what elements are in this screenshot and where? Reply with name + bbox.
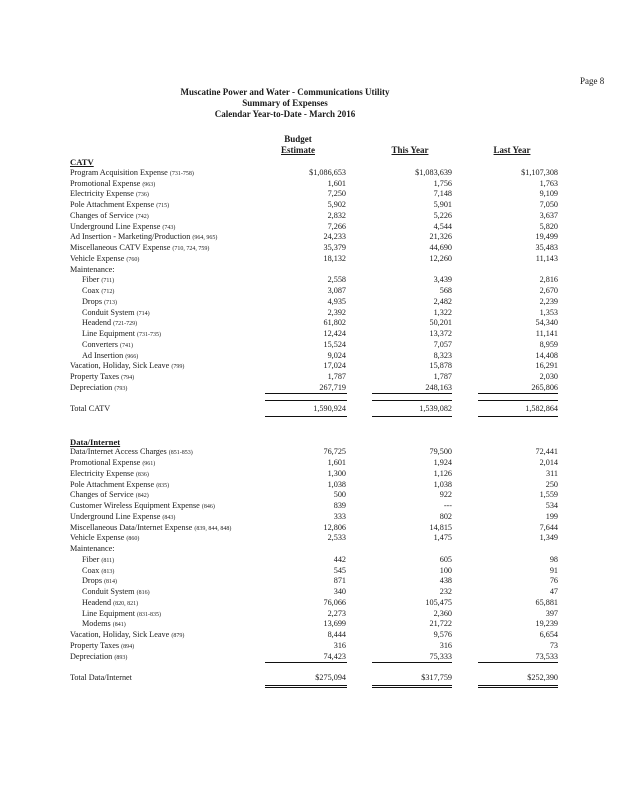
section-heading-text: Data/Internet <box>70 436 121 447</box>
last-year-value: 311 <box>546 468 558 478</box>
budget-value: 7,250 <box>327 189 346 199</box>
this-year-value: 9,576 <box>433 630 452 639</box>
last-year-value: 11,143 <box>535 253 558 263</box>
this-year-value: 2,360 <box>433 608 452 618</box>
underline-rule <box>372 662 452 663</box>
last-year-value: 2,239 <box>539 296 558 306</box>
row-label-text: Promotional Expense <box>70 178 141 188</box>
budget-value: 12,424 <box>323 329 346 338</box>
account-code: (794) <box>121 375 135 381</box>
budget-value: 8,444 <box>327 630 346 639</box>
underline-rule <box>265 687 347 688</box>
last-year-value: 8,959 <box>539 339 558 349</box>
this-year-value: 438 <box>439 576 452 586</box>
this-year-value: 568 <box>439 286 452 295</box>
table-row <box>70 275 610 286</box>
budget-value: 2,273 <box>327 608 346 618</box>
this-year-value: 605 <box>439 554 452 564</box>
last-year-value: 73,533 <box>535 651 558 661</box>
account-code: (714) <box>136 310 150 317</box>
last-year-value: 199 <box>545 511 558 521</box>
this-year-value: 1,126 <box>433 468 452 478</box>
table-row <box>70 512 610 523</box>
row-label-text: Miscellaneous CATV Expense <box>70 243 171 252</box>
row-label <box>70 652 127 664</box>
last-year-value: 47 <box>549 587 558 596</box>
row-label-text: Promotional Expense <box>70 458 141 467</box>
row-label-text: Line Equipment <box>82 608 135 618</box>
underline-rule <box>265 400 347 401</box>
budget-value: 76,066 <box>323 597 346 607</box>
budget-value: 15,524 <box>323 339 346 349</box>
account-code: (743) <box>162 224 176 231</box>
table-row <box>70 340 610 351</box>
underline-rule <box>265 393 347 394</box>
account-code: (811) <box>101 557 115 564</box>
this-year-value: 75,333 <box>429 651 452 661</box>
total-label: Total CATV <box>70 404 111 414</box>
account-code: (742) <box>135 213 149 220</box>
account-code: (839, 844, 848) <box>194 525 232 532</box>
underline-rule <box>478 685 558 686</box>
account-code: (961) <box>142 461 156 467</box>
last-year-value: 2,816 <box>539 275 558 285</box>
budget-value: 2,392 <box>327 307 346 317</box>
last-year-value: 7,644 <box>539 522 558 532</box>
underline-rule <box>478 393 558 394</box>
this-year-value: 105,475 <box>425 597 452 607</box>
maintenance-label-text: Maintenance: <box>70 264 115 274</box>
column-header-last-year: Last Year <box>493 145 531 155</box>
account-code: (964, 965) <box>192 235 218 242</box>
budget-value: 1,787 <box>327 372 346 381</box>
budget-value: 1,601 <box>327 458 346 467</box>
spacer <box>70 394 610 405</box>
row-label-text: Drops <box>82 296 103 306</box>
row-label-text: Ad Insertion - Marketing/Production <box>70 232 191 242</box>
this-year-value: 5,226 <box>433 210 452 220</box>
row-label-text: Modems <box>82 619 111 629</box>
expense-table <box>70 157 610 684</box>
column-header-budget-top: Budget <box>284 134 312 144</box>
account-code: (846) <box>201 504 215 510</box>
last-year-value: 2,014 <box>539 458 558 467</box>
table-row <box>70 652 610 663</box>
account-code: (816) <box>136 590 150 596</box>
row-label-text: Ad Insertion <box>82 350 124 360</box>
row-label-text: Miscellaneous Data/Internet Expense <box>70 522 193 532</box>
budget-value: 3,087 <box>327 286 346 295</box>
row-label-text: Pole Attachment Expense <box>70 200 155 209</box>
last-year-value: 76 <box>549 576 558 586</box>
table-row <box>70 447 610 458</box>
report-period: Calendar Year-to-Date - March 2016 <box>214 109 356 119</box>
this-year-value: 15,878 <box>429 361 452 371</box>
budget-value: 76,725 <box>323 447 346 457</box>
table-row <box>70 587 610 598</box>
row-label-text: Conduit System <box>82 587 135 596</box>
maintenance-label-text: Maintenance: <box>70 544 115 553</box>
row-label <box>70 383 127 395</box>
this-year-value: 44,690 <box>429 243 452 252</box>
account-code: (851-853) <box>168 450 193 457</box>
budget-value: 5,902 <box>327 200 346 209</box>
budget-value: 24,233 <box>323 232 346 242</box>
last-year-value: 1,349 <box>539 533 558 543</box>
total-row <box>70 673 610 684</box>
total-this-year: $317,759 <box>421 673 452 682</box>
account-code: (760) <box>126 256 140 263</box>
underline-rule <box>478 416 558 417</box>
this-year-value: 802 <box>439 511 452 521</box>
budget-value: 316 <box>333 640 346 650</box>
last-year-value: 2,670 <box>539 286 558 295</box>
row-label-text: Property Taxes <box>70 640 120 650</box>
table-row <box>70 232 610 243</box>
this-year-value: 2,482 <box>433 296 452 306</box>
budget-value: 333 <box>333 511 346 521</box>
table-row <box>70 318 610 329</box>
table-row <box>70 297 610 308</box>
total-row <box>70 404 610 415</box>
total-budget: 1,590,924 <box>313 404 346 414</box>
budget-value: 17,024 <box>323 361 346 371</box>
last-year-value: 72,441 <box>535 447 558 457</box>
row-label-text: Electricity Expense <box>70 468 134 478</box>
this-year-value: 12,260 <box>429 253 452 263</box>
table-row <box>70 630 610 641</box>
last-year-value: 54,340 <box>535 318 558 328</box>
table-row <box>70 254 610 265</box>
table-row <box>70 286 610 297</box>
row-label-text: Underground Line Expense <box>70 221 161 231</box>
underline-rule <box>372 393 452 394</box>
budget-value: 35,379 <box>323 243 346 252</box>
last-year-value: 397 <box>545 608 558 618</box>
budget-value: 1,300 <box>327 468 346 478</box>
this-year-value: 922 <box>439 490 452 500</box>
this-year-value: 1,756 <box>433 178 452 188</box>
account-code: (721-729) <box>113 321 138 328</box>
account-code: (860) <box>126 536 140 543</box>
account-code: (842) <box>135 493 149 500</box>
table-row <box>70 372 610 383</box>
budget-value: 4,935 <box>327 296 346 306</box>
underline-rule <box>372 416 452 417</box>
account-code: (799) <box>171 364 185 371</box>
table-row <box>70 351 610 362</box>
underline-rule <box>372 687 452 688</box>
budget-value: 340 <box>333 587 346 596</box>
spacer <box>70 662 610 673</box>
row-label-text: Electricity Expense <box>70 189 134 199</box>
underline-rule <box>265 416 347 417</box>
budget-value: 12,806 <box>323 522 346 532</box>
account-code: (893) <box>114 654 128 661</box>
account-code: (814) <box>104 579 118 586</box>
column-header-this-year: This Year <box>391 145 429 155</box>
account-code: (831-835) <box>137 611 162 618</box>
row-label-text: Converters <box>82 339 118 349</box>
this-year-value: 1,322 <box>433 307 452 317</box>
total-last-year: $252,390 <box>527 673 558 682</box>
table-row <box>70 598 610 609</box>
this-year-value: 8,323 <box>433 350 452 360</box>
this-year-value: --- <box>443 501 452 510</box>
maintenance-label <box>70 544 610 555</box>
table-row <box>70 501 610 512</box>
underline-rule <box>478 687 558 688</box>
this-year-value: 1,038 <box>433 479 452 489</box>
row-label-text: Program Acquisition Expense <box>70 167 168 177</box>
table-row <box>70 566 610 577</box>
account-code: (894) <box>121 643 135 650</box>
budget-value: 18,132 <box>323 253 346 263</box>
this-year-value: 14,815 <box>429 522 452 532</box>
table-row <box>70 609 610 620</box>
budget-value: 2,533 <box>327 533 346 543</box>
budget-value: 545 <box>333 565 346 575</box>
budget-value: 61,802 <box>323 318 346 328</box>
table-row <box>70 555 610 566</box>
row-label-text: Drops <box>82 576 103 586</box>
row-label-text: Vacation, Holiday, Sick Leave <box>70 361 170 371</box>
budget-value: 2,832 <box>327 210 346 220</box>
row-label-text: Pole Attachment Expense <box>70 479 155 489</box>
last-year-value: 98 <box>549 554 558 564</box>
last-year-value: 73 <box>549 640 558 650</box>
this-year-value: 7,148 <box>433 189 452 199</box>
table-row <box>70 329 610 340</box>
table-row <box>70 211 610 222</box>
last-year-value: 3,637 <box>539 210 558 220</box>
report-title: Muscatine Power and Water - Communications Utility <box>180 87 390 97</box>
table-row <box>70 619 610 630</box>
last-year-value: 1,763 <box>539 178 558 188</box>
table-row <box>70 383 610 394</box>
account-code: (835) <box>156 482 170 489</box>
underline-rule <box>478 400 558 401</box>
budget-value: $1,086,653 <box>309 167 346 177</box>
table-row <box>70 168 610 179</box>
row-label-text: Fiber <box>82 275 100 285</box>
this-year-value: 1,924 <box>433 458 452 467</box>
account-code: (813) <box>101 568 115 575</box>
row-label-text: Fiber <box>82 554 100 564</box>
account-code: (963) <box>142 181 156 188</box>
row-label-text: Coax <box>82 286 100 295</box>
table-row <box>70 200 610 211</box>
budget-value: 871 <box>333 576 346 586</box>
this-year-value: 232 <box>439 587 452 596</box>
last-year-value: 265,806 <box>531 382 558 392</box>
underline-rule <box>265 662 347 663</box>
table-row <box>70 480 610 491</box>
row-label-text: Depreciation <box>70 651 113 661</box>
total-budget: $275,094 <box>315 673 346 682</box>
table-row <box>70 179 610 190</box>
row-label-text: Conduit System <box>82 307 135 317</box>
last-year-value: 65,881 <box>535 597 558 607</box>
table-row <box>70 361 610 372</box>
account-code: (836) <box>135 471 149 478</box>
budget-value: 442 <box>333 554 346 564</box>
maintenance-label <box>70 265 610 276</box>
spacer <box>70 426 610 437</box>
total-label: Total Data/Internet <box>70 673 132 682</box>
underline-rule <box>372 400 452 401</box>
account-code: (731-758) <box>169 170 194 177</box>
underline-rule <box>265 685 347 686</box>
last-year-value: 16,291 <box>535 361 558 371</box>
row-label-text: Vacation, Holiday, Sick Leave <box>70 630 170 639</box>
row-label-text: Data/Internet Access Charges <box>70 447 167 457</box>
last-year-value: 5,820 <box>539 221 558 231</box>
table-row <box>70 222 610 233</box>
table-row <box>70 576 610 587</box>
account-code: (843) <box>162 514 176 521</box>
this-year-value: 1,787 <box>433 372 452 381</box>
budget-value: 267,719 <box>319 382 346 392</box>
last-year-value: 1,559 <box>539 490 558 500</box>
row-label-text: Line Equipment <box>82 329 135 338</box>
table-row <box>70 523 610 534</box>
last-year-value: 534 <box>545 501 558 510</box>
account-code: (879) <box>171 633 185 639</box>
section-heading <box>70 437 610 448</box>
account-code: (841) <box>112 622 126 629</box>
this-year-value: 21,722 <box>429 619 452 629</box>
this-year-value: $1,083,639 <box>415 167 452 177</box>
last-year-value: 6,654 <box>539 630 558 639</box>
this-year-value: 50,201 <box>429 318 452 328</box>
account-code: (712) <box>101 289 115 295</box>
account-code: (736) <box>135 192 149 199</box>
last-year-value: 35,483 <box>535 243 558 252</box>
row-label-text: Coax <box>82 565 100 575</box>
this-year-value: 21,326 <box>429 232 452 242</box>
account-code: (710, 724, 759) <box>172 246 210 252</box>
budget-value: 7,266 <box>327 221 346 231</box>
page-number: Page 8 <box>580 76 605 86</box>
this-year-value: 248,163 <box>425 382 452 392</box>
this-year-value: 1,475 <box>433 533 452 543</box>
column-header-budget: Estimate <box>281 145 315 155</box>
budget-value: 9,024 <box>327 350 346 360</box>
budget-value: 2,558 <box>327 275 346 285</box>
row-label-text: Vehicle Expense <box>70 533 125 543</box>
table-row <box>70 533 610 544</box>
table-row <box>70 189 610 200</box>
last-year-value: 1,353 <box>539 307 558 317</box>
budget-value: 74,423 <box>323 651 346 661</box>
section-heading <box>70 157 610 168</box>
table-row <box>70 308 610 319</box>
last-year-value: 91 <box>549 565 558 575</box>
account-code: (731-735) <box>137 332 162 338</box>
row-label-text: Changes of Service <box>70 490 134 500</box>
last-year-value: 11,141 <box>535 329 558 338</box>
account-code: (820, 821) <box>113 600 139 607</box>
underline-rule <box>372 685 452 686</box>
table-row <box>70 469 610 480</box>
table-row <box>70 641 610 652</box>
table-row <box>70 458 610 469</box>
this-year-value: 7,057 <box>433 339 452 349</box>
last-year-value: 250 <box>545 479 558 489</box>
this-year-value: 79,500 <box>429 447 452 457</box>
account-code: (741) <box>119 342 133 349</box>
last-year-value: 19,239 <box>535 619 558 629</box>
last-year-value: 9,109 <box>539 189 558 199</box>
row-label-text: Headend <box>82 597 112 607</box>
budget-value: 1,038 <box>327 479 346 489</box>
row-label-text: Underground Line Expense <box>70 511 161 521</box>
row-label-text: Changes of Service <box>70 210 134 220</box>
this-year-value: 13,372 <box>429 329 452 338</box>
this-year-value: 316 <box>439 640 452 650</box>
account-code: (711) <box>101 278 115 285</box>
this-year-value: 100 <box>439 565 452 575</box>
report-subtitle: Summary of Expenses <box>242 98 328 108</box>
table-row <box>70 490 610 501</box>
row-label-text: Property Taxes <box>70 372 120 381</box>
this-year-value: 4,544 <box>433 221 452 231</box>
account-code: (715) <box>156 203 170 209</box>
this-year-value: 5,901 <box>433 200 452 209</box>
row-label-text: Depreciation <box>70 382 113 392</box>
last-year-value: 19,499 <box>535 232 558 242</box>
budget-value: 1,601 <box>327 178 346 188</box>
table-row <box>70 243 610 254</box>
account-code: (713) <box>104 299 118 306</box>
budget-value: 500 <box>333 490 346 500</box>
budget-value: 839 <box>333 501 346 510</box>
total-this-year: 1,539,082 <box>419 404 452 414</box>
section-heading-text: CATV <box>70 157 94 167</box>
row-label-text: Headend <box>82 318 112 328</box>
budget-value: 13,699 <box>323 619 346 629</box>
this-year-value: 3,439 <box>433 275 452 285</box>
last-year-value: 14,408 <box>535 350 558 360</box>
row-label-text: Customer Wireless Equipment Expense <box>70 501 200 510</box>
last-year-value: 2,030 <box>539 372 558 381</box>
row-label-text: Vehicle Expense <box>70 253 125 263</box>
last-year-value: 7,050 <box>539 200 558 209</box>
underline-rule <box>478 662 558 663</box>
account-code: (793) <box>114 385 128 392</box>
account-code: (966) <box>125 353 139 360</box>
last-year-value: $1,107,308 <box>521 167 558 177</box>
total-last-year: 1,582,864 <box>525 404 558 414</box>
